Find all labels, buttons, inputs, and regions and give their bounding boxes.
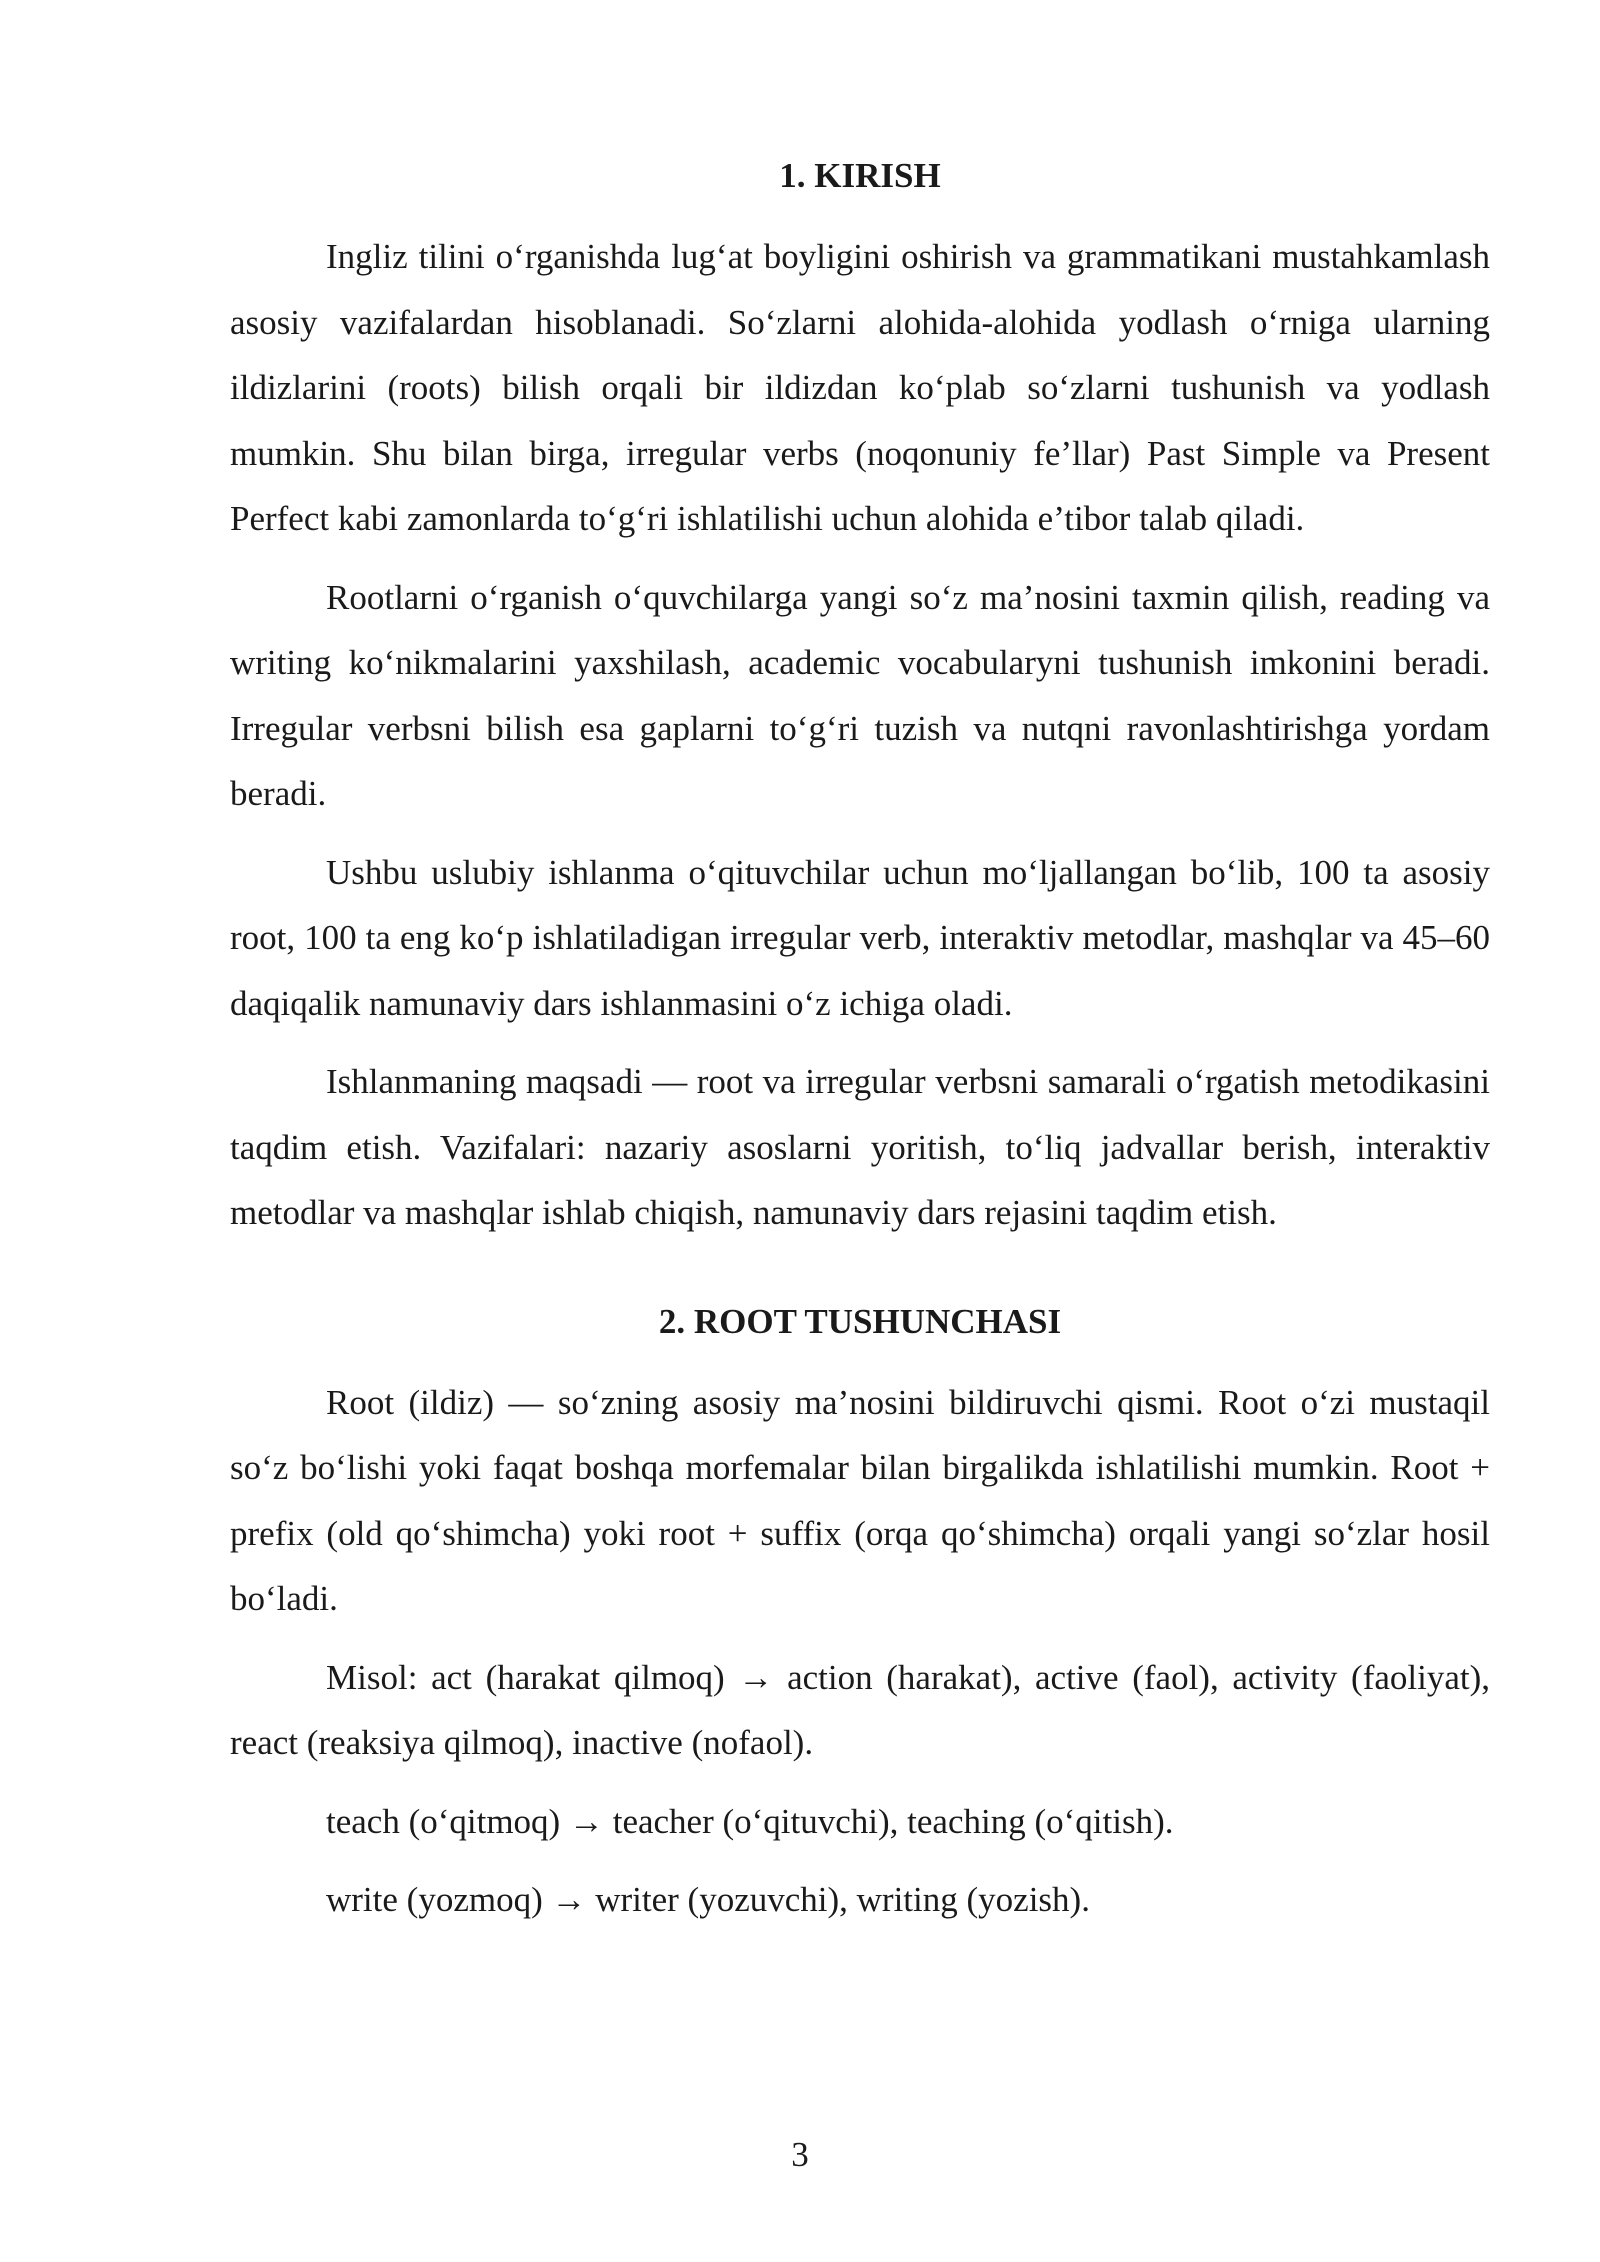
section-heading-root-tushunchasi: 2. ROOT TUSHUNCHASI — [658, 1301, 1062, 1341]
example-line: write (yozmoq) → writer (yozuvchi), writing (yozish). — [326, 1880, 1090, 1919]
example-line: teach (o‘qitmoq) → teacher (o‘qituvchi), teaching (o‘qitish). — [326, 1801, 1174, 1841]
page-content — [230, 150, 1490, 1946]
section-heading-kirish: 1. KIRISH — [779, 156, 941, 195]
page-number: 3 — [791, 2135, 809, 2174]
paragraph: Root (ildiz) — so‘zning asosiy ma’nosini bildiruvchi qismi. Root o‘zi mustaqil so‘z bo‘lishi yoki faqat boshqa morfemalar bilan birgalikda ishlatilishi mumkin. Root + prefix (old qo‘shimcha) yoki root + suffix (orqa qo‘shimcha) orqali yangi so‘zlar hosil bo‘ladi. — [230, 1382, 1490, 1618]
paragraph: Misol: act (harakat qilmoq) → action (harakat), active (faol), activity (faoliyat), react (reaksiya qilmoq), inactive (nofaol). — [230, 1657, 1490, 1762]
paragraph: Ingliz tilini o‘rganishda lug‘at boyligini oshirish va grammatikani mustahkamlash asosiy vazifalardan hisoblanadi. So‘zlarni alohida-alohida yodlash o‘rniga ularning ildizlarini (roots) bilish orqali bir ildizdan ko‘plab so‘zlarni tushunish va yodlash mumkin. Shu bilan birga, irregular verbs (noqonuniy fe’llar) Past Simple va Present Perfect kabi zamonlarda to‘g‘ri ishlatilishi uchun alohida e’tibor talab qiladi. — [230, 237, 1490, 538]
paragraph: Rootlarni o‘rganish o‘quvchilarga yangi so‘z ma’nosini taxmin qilish, reading va writing ko‘nikmalarini yaxshilash, academic vocabularyni tushunish imkonini beradi. Irregular verbsni bilish esa gaplarni to‘g‘ri tuzish va nutqni ravonlashtirishga yordam beradi. — [230, 577, 1490, 813]
paragraph: Ishlanmaning maqsadi — root va irregular verbsni samarali o‘rgatish metodikasini taqdim etish. Vazifalari: nazariy asoslarni yoritish, to‘liq jadvallar berish, interaktiv metodlar va mashqlar ishlab chiqish, namunaviy dars rejasini taqdim etish. — [230, 1062, 1490, 1232]
paragraph: Ushbu uslubiy ishlanma o‘qituvchilar uchun mo‘ljallangan bo‘lib, 100 ta asosiy root, 100 ta eng ko‘p ishlatiladigan irregular verb, interaktiv metodlar, mashqlar va 45–60 daqiqalik namunaviy dars ishlanmasini o‘z ichiga oladi. — [230, 852, 1490, 1023]
